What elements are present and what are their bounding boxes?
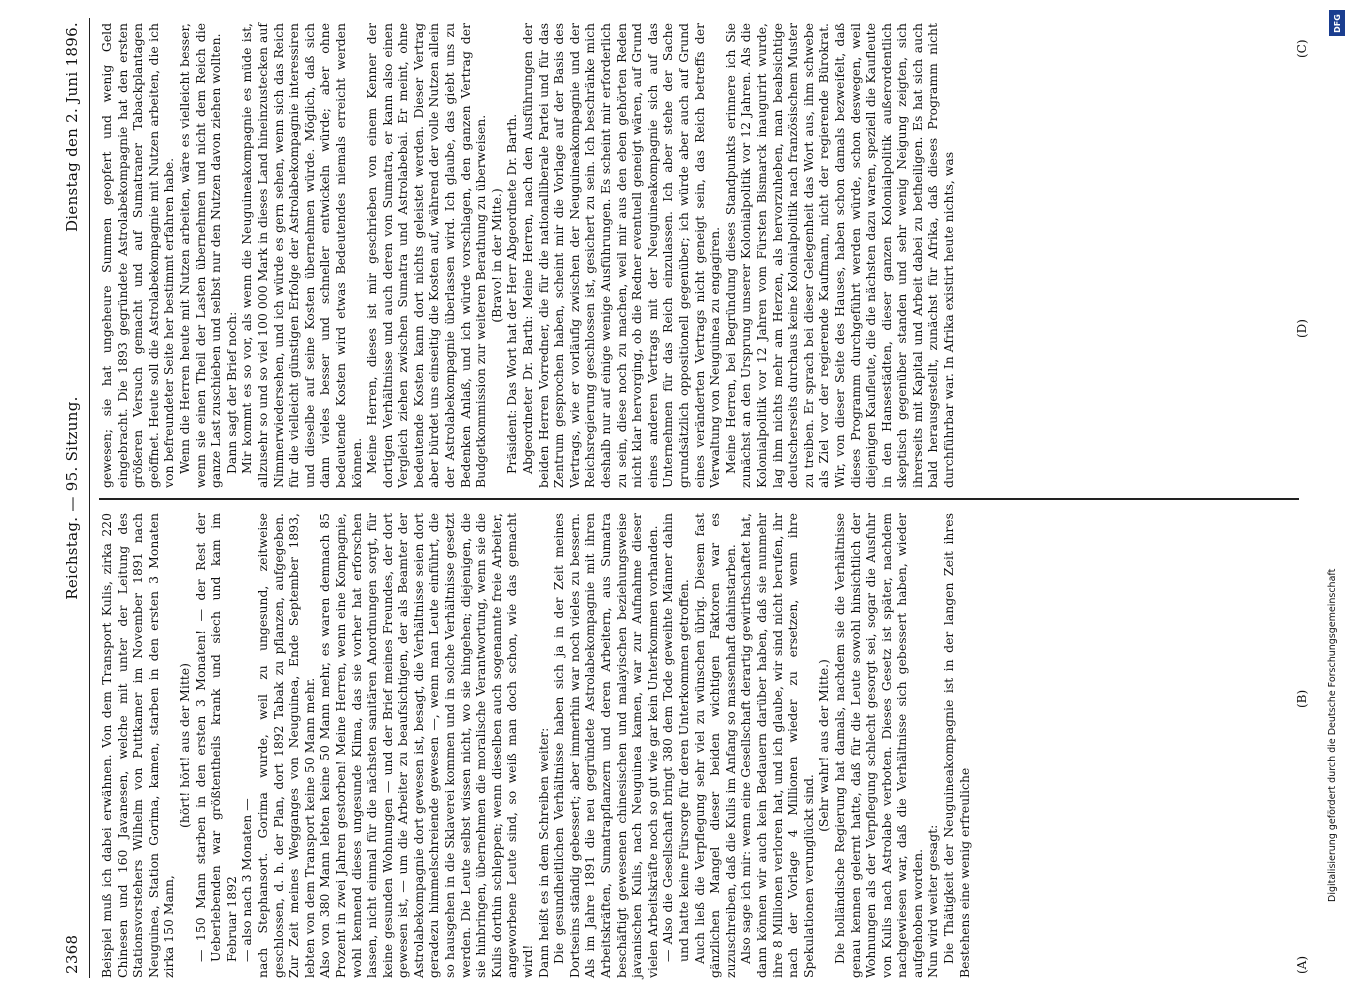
paragraph: Die gesundheitlichen Verhältnisse haben sich ja in der Zeit meines Dortseins ständig gebessert; aber immerhin war noch vieles zu bessern. Als im Jahre 1891 die neu gegründete Astrolabekompagnie mit ihren Arbeitskräften, Sumatrapflanzern und deren Arbeitern, aus Sumatra beschäftigt gewesenen chinesischen und malayischen beziehungsweise javanischen Kulis, nach Neuguinea kamen, war zur Aufnahme dieser vielen Arbeitskräfte noch so gut wie gar kein Unterkommen vorhanden. [551, 513, 660, 978]
paragraph: — 150 Mann starben in den ersten 3 Monaten! — der Rest der Ueberlebenden war größtentheils krank und siech und kam im Februar 1892 [192, 513, 239, 962]
paragraph: (hört! hört! aus der Mitte) [176, 663, 192, 828]
right-column [99, 23, 957, 488]
page-number: 2368 [63, 934, 81, 974]
paragraph: Präsident: Das Wort hat der Herr Abgeordnete Dr. Barth. [504, 113, 520, 474]
paragraph: Nun wird weiter gesagt: [925, 824, 941, 978]
margin-mark-d: (D) [1295, 319, 1309, 338]
paragraph: Dann sagt der Brief noch: [223, 311, 239, 474]
paragraph: Abgeordneter Dr. Barth: Meine Herren, nach den Ausführungen der beiden Herren Vorredner, die für die nationalliberale Partei und für das Zentrum gesprochen haben, scheint mir die Vorlage auf der Basis des Vertrags, wie er vorläufig zwischen der Neuguineakompagnie und der Reichsregierung geschlossen ist, gesichert zu sein. Ich beschränke mich deshalb nur auf einige wenige Ausführungen. Es scheint mir erforderlich zu sein, diese noch zu machen, weil mir aus den eben gehörten Reden nicht klar hervorging, ob die Redner eventuell geneigt wären, auf Grund eines anderen Vertrags mit der Neuguineakompagnie sich auf das Unternehmen für das Reich einzulassen. Ich aber stehe der Sache grundsätzlich oppositionell gegenüber; ich würde aber auch auf Grund eines veränderten Vertrags nicht geneigt sein, das Reich betreffs der Verwaltung von Neuguinea zu engagiren. [520, 23, 723, 488]
digitization-sidebar [1327, 12, 1345, 912]
rotated-document [55, 18, 1315, 978]
paragraph: (Sehr wahr! aus der Mitte.) [816, 659, 832, 832]
paragraph: Dann heißt es in dem Schreiben weiter: [535, 727, 551, 978]
session-title: Reichstag. — 95. Sitzung. [63, 396, 81, 600]
dfg-logo-text: DFG [1332, 13, 1342, 33]
margin-mark-a: (A) [1295, 955, 1309, 974]
paragraph: Also sage ich mir: wenn eine Gesellschaft derartig gewirthschaftet hat, dann können wir auch kein Bedauern darüber haben, daß sie nunmehr ihre 8 Millionen verloren hat, und ich glaube, wir sind nicht berufen, ihr nach der Vorlage 4 Millionen wieder zu ersetzen, wenn ihre Spekulationen verunglückt sind. [738, 513, 816, 978]
paragraph: nach Stephansort. Gorima wurde, weil zu ungesund, zeitweise geschlossen, d. h. der Plan, dort 1892 Tabak zu pflanzen, aufgegeben. Zur Zeit meines Wegganges von Neuguinea, Ende September 1893, lebten von dem Transport keine 50 Mann mehr. [254, 513, 317, 978]
page-header [55, 18, 90, 978]
paragraph: Beispiel muß ich dabei erwähnen. Von dem Transport Kulis, zirka 220 Chinesen und 160 Javanesen, welche mit unter der Leitung des Stationsvorstehers Wilhelm von Puttkamer im November 1891 nach Neuguinea, Station Gorima, kamen, starben in den ersten 3 Monaten zirka 150 Mann, [99, 513, 177, 978]
paragraph: Also von 380 Mann lebten keine 50 Mann mehr, es waren demnach 85 Prozent in zwei Jahren gestorben! Meine Herren, wenn eine Kompagnie, wohl kennend dieses ungesunde Klima, das sie vorher hat erforschen lassen, nicht einmal für die nächsten sanitären Anordnungen sorgt, für keine gesunden Wohnungen — und der Brief meines Freundes, der dort gewesen ist, — um die Arbeiter zu beaufsichtigen, der als Beamter der Astrolabekompagnie dort gewesen ist, besagt, die Verhältnisse seien dort geradezu himmelschreiende gewesen —, wenn man Leute einführt, die so hausgehen in die Sklaverei kommen und in solche Verhältnisse gesetzt werden. Die Leute selbst wissen nicht, wo sie hingehen; diejenigen, die sie hinbringen, übernehmen die moralische Verantwortung, wenn sie die Kulis dorthin schleppen; wenn dieselben auch sogenannte freie Arbeiter, angeworbene Leute sind, so weiß man doch schon, wie das gemacht wird! [317, 513, 536, 978]
paragraph: Meine Herren, dieses ist mir geschrieben von einem Kenner der dortigen Verhältnisse und auch deren von Sumatra, er kann also einen Vergleich ziehen zwischen Sumatra und Astrolabebai. Er meint, ohne bedeutende Kosten kann dort nichts geleistet werden. Dieser Vertrag aber bürdet uns einseitig die Kosten auf, während der volle Nutzen allein der Astrolabekompagnie überlassen wird. Ich glaube, das giebt uns zu Bedenken Anlaß, und ich würde vorschlagen, den ganzen Vertrag der Budgetkommission zur weiteren Berathung zu überweisen. [364, 23, 489, 488]
paragraph: Meine Herren, bei Begründung dieses Standpunkts erinnere ich Sie zunächst an den Ursprung unserer Kolonialpolitik vor 12 Jahren. Als die Kolonialpolitik vor 12 Jahren vom Fürsten Bismarck inaugurirt wurde, lag ihm nichts mehr am Herzen, als hervorzuheben, man beabsichtige deutscherseits durchaus keine Kolonialpolitik nach französischem Muster zu treiben. Er sprach bei dieser Gelegenheit das Wort aus, ihm schwebe als Ziel vor der regierende Kaufmann, nicht der regierende Bürokrat. Wir, von dieser Seite des Hauses, haben schon damals bezweifelt, daß dieses Programm durchgeführt werden würde, schon deswegen, weil diejenigen Kaufleute, die die nächsten dazu waren, speziell die Kaufleute in den Hansestädten, dieser ganzen Kolonialpolitik außerordentlich skeptisch gegenüber standen und sehr wenig Neigung zeigten, sich ihrerseits mit Kapital und Arbeit dabei zu betheiligen. Es hat sich auch bald herausgestellt, zunächst für Afrika, daß dieses Programm nicht durchführbar war. In Afrika existirt heute nichts, was [722, 23, 957, 488]
paragraph: — Also die Gesellschaft bringt 380 dem Tode geweihte Männer dahin und hatte keine Fürsorge für deren Unterkommen getroffen. [660, 513, 691, 962]
paragraph: Wenn die Herren heute mit Nutzen arbeiten, wäre es vielleicht besser, wenn sie einen Theil der Lasten übernehmen und nicht dem Reich die ganze Last zuschieben und selbst nur den Nutzen davon ziehen wollten. [176, 23, 224, 488]
session-date: Dienstag den 2. Juni 1896. [63, 22, 81, 233]
paragraph: (Bravo! in der Mitte.) [488, 188, 504, 323]
left-column [99, 513, 972, 978]
paragraph: Auch ließ die Verpflegung sehr viel zu wünschen übrig. Diesem fast gänzlichen Mangel dieser beiden wichtigen Faktoren war es zuzuschreiben, daß die Kulis im Anfang so massenhaft dahinstarben. [691, 513, 738, 978]
paragraph: Mir kommt es so vor, als wenn die Neuguineakompagnie es müde ist, allzusehr so und so viel 100 000 Mark in dieses Land hineinzustecken auf Nimmerwiedersehen, und ich würde es gern sehen, wenn sich das Reich für die vielleicht günstigen Erfolge der Astrolabekompagnie interessiren und dieselbe auf seine Kosten übernehmen würde. Möglich, daß sich dann vieles besser und schneller entwickeln würde; aber ohne bedeutende Kosten wird etwas Bedeutendes niemals erreicht werden können. [239, 23, 364, 488]
dfg-logo [1329, 10, 1345, 36]
digitization-note: Digitalisierung gefördert durch die Deutsche Forschungsgemeinschaft [1327, 568, 1338, 902]
paragraph: Die holländische Regierung hat damals, nachdem sie die Verhältnisse genau kennen gelernt hatte, daß für die Leute sowohl hinsichtlich der Wohnungen als der Verpflegung schlecht gesorgt sei, sogar die Ausfuhr von Kulis nach Astrolabe verboten. Dieses Gesetz ist später, nachdem nachgewiesen war, daß die Verhältnisse sich gebessert haben, wieder aufgehoben worden. [831, 513, 925, 978]
margin-mark-b: (B) [1295, 689, 1309, 708]
column-divider [99, 499, 1299, 501]
paragraph: Die Thätigkeit der Neuguineakompagnie ist in der langen Zeit ihres Bestehens eine wenig erfreuliche [941, 513, 972, 978]
paragraph: — also nach 3 Monaten — [239, 798, 255, 962]
margin-mark-c: (C) [1295, 39, 1309, 58]
paragraph: gewesen; sie hat ungeheure Summen geopfert und wenig Geld eingebracht. Die 1893 gegründete Astrolabekompagnie hat den ersten größeren Versuch gemacht und auf Sumatraner Tabackplantagen geöffnet. Heute soll die Astrolabekompagnie mit Nutzen arbeiten, die ich von befreundeter Seite her bestimmt erfahren habe. [99, 23, 177, 488]
